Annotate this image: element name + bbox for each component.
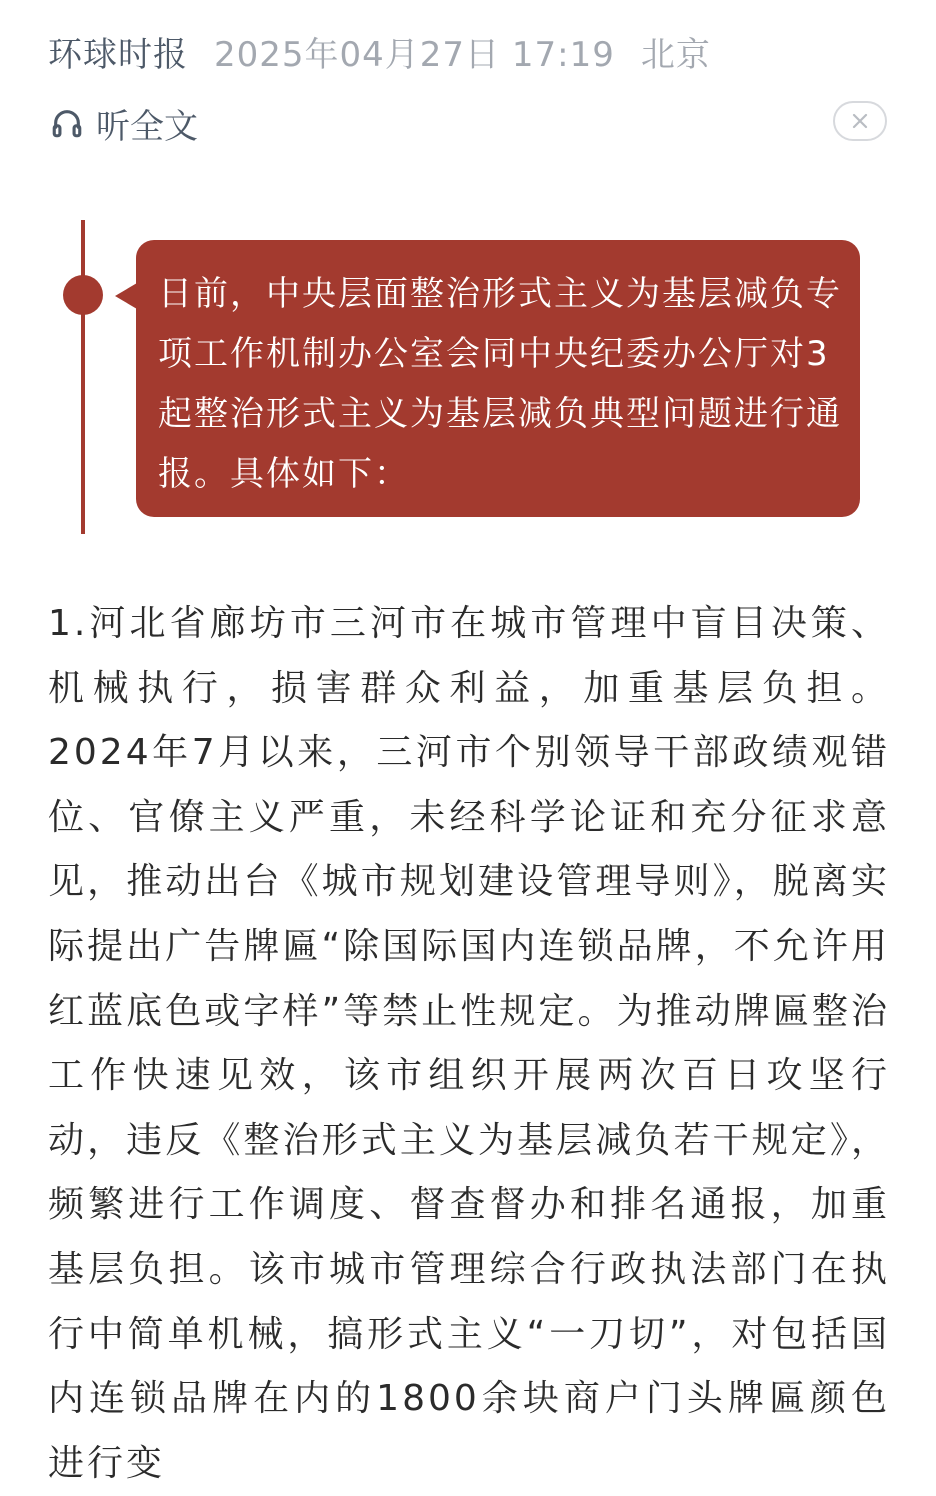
publish-datetime: 2025年04月27日 17:19: [214, 34, 615, 75]
close-button[interactable]: [833, 101, 887, 141]
summary-text: 日前，中央层面整治形式主义为基层减负专项工作机制办公室会同中央纪委办公厅对3起整治形式主义为基层减负典型问题进行通报。具体如下：: [158, 274, 842, 494]
headphones-icon: [50, 106, 84, 140]
summary-callout: [136, 240, 860, 517]
article-body: [48, 592, 890, 1496]
listen-label: 听全文: [96, 106, 198, 147]
publish-location: 北京: [640, 34, 711, 75]
source-name[interactable]: 环球时报: [48, 34, 188, 75]
article-meta: [48, 26, 711, 76]
listen-full-text-button[interactable]: [50, 98, 198, 148]
article-paragraph: 1.河北省廊坊市三河市在城市管理中盲目决策、机械执行，损害群众利益，加重基层负担。2024年7月以来，三河市个别领导干部政绩观错位、官僚主义严重，未经科学论证和充分征求意见，推动出台《城市规划建设管理导则》，脱离实际提出广告牌匾“除国际国内连锁品牌，不允许用红蓝底色或字样”等禁止性规定。为推动牌匾整治工作快速见效，该市组织开展两次百日攻坚行动，违反《整治形式主义为基层减负若干规定》，频繁进行工作调度、督查督办和排名通报，加重基层负担。该市城市管理综合行政执法部门在执行中简单机械，搞形式主义“一刀切”，对包括国内连锁品牌在内的1800余块商户门头牌匾颜色进行变: [48, 603, 890, 1484]
timeline-dot: [63, 275, 103, 315]
callout-pointer: [115, 283, 137, 309]
close-icon: [851, 112, 869, 130]
timeline-line: [81, 220, 85, 534]
